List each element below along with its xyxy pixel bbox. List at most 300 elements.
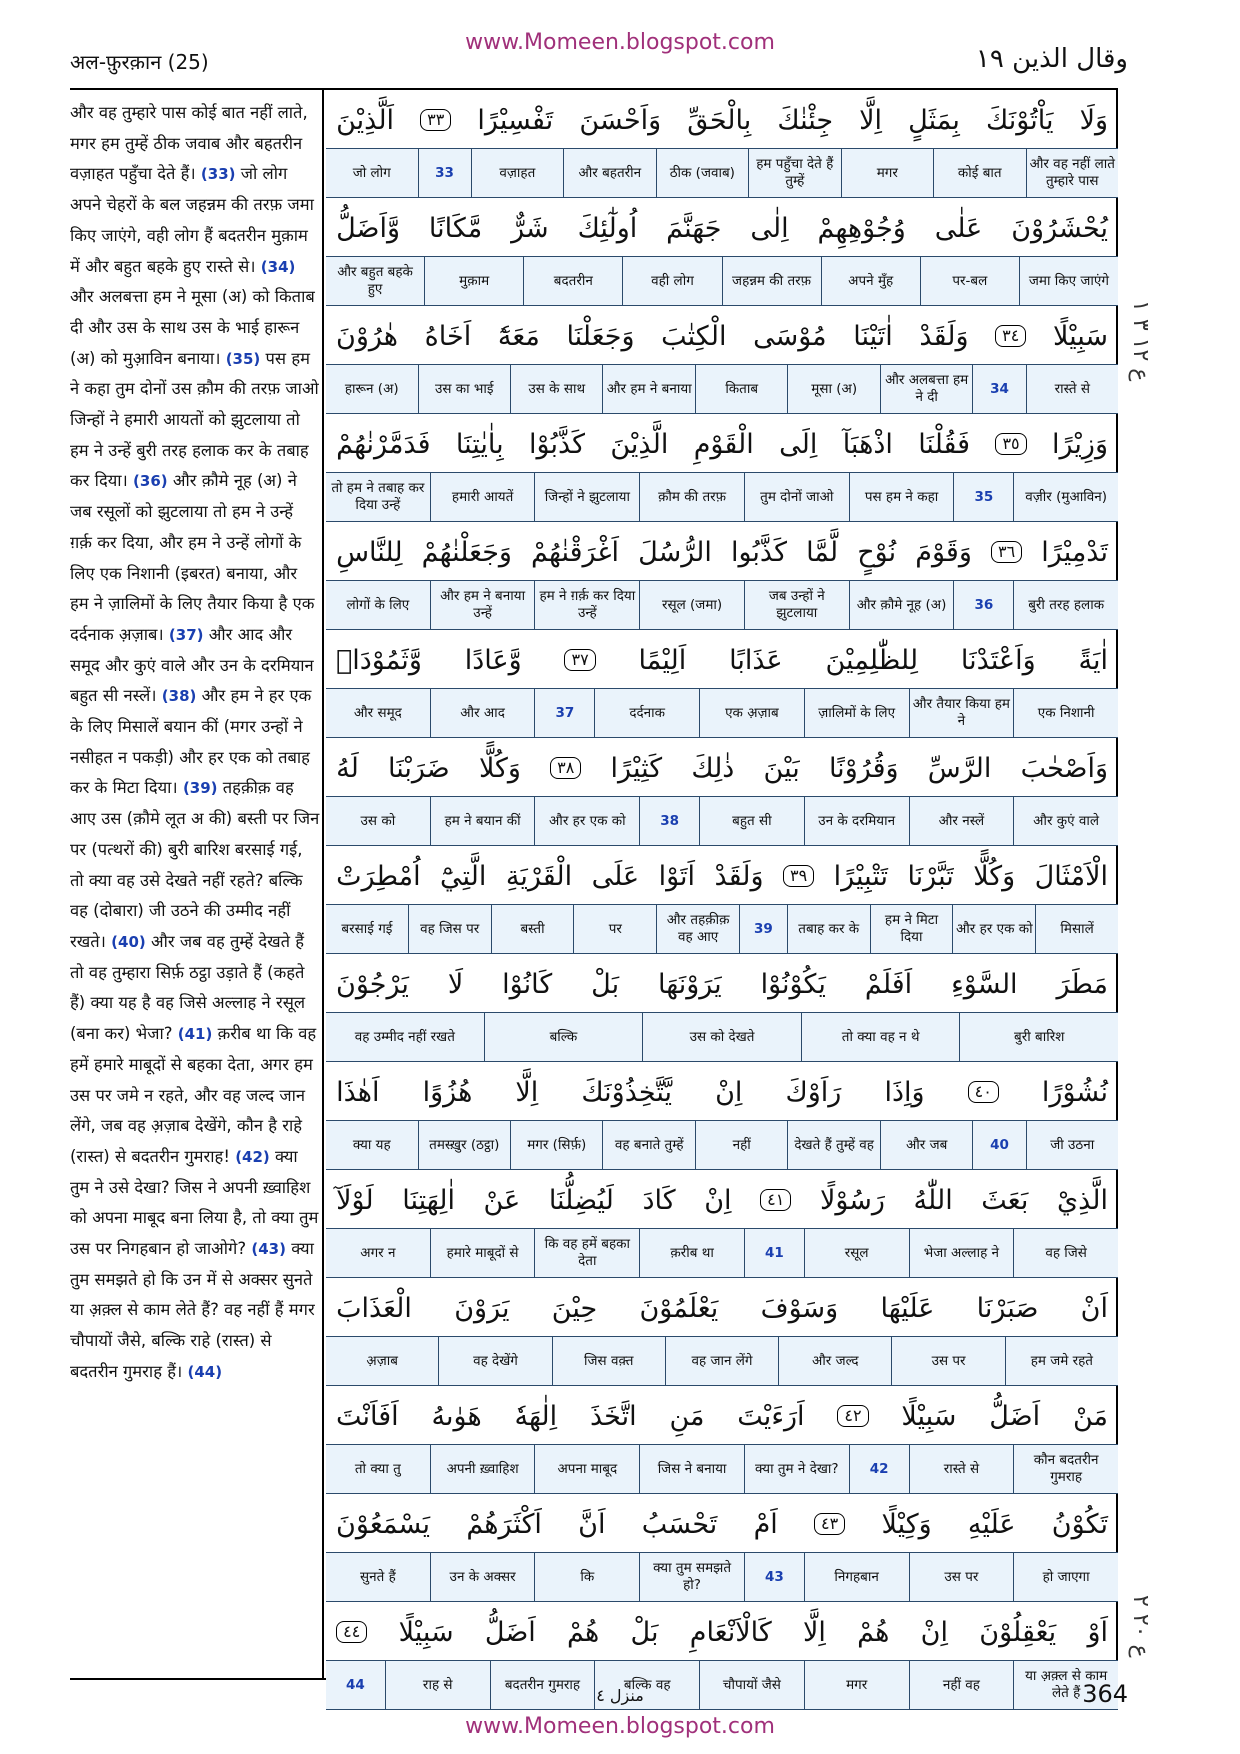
arabic-word: وَّثَمُوْدَاۡ [336, 644, 422, 676]
arabic-word: وَكُلًّا [973, 860, 1016, 892]
word-meaning-cell: और बहतरीन [563, 149, 655, 197]
arabic-word: لَا [447, 968, 464, 1000]
translation-column [70, 98, 320, 1388]
arabic-word: وَجَعَلْنَا [566, 320, 635, 352]
word-meaning-cell: वज़ाहत [471, 149, 563, 197]
verse-number-cell: 36 [953, 581, 1013, 629]
word-meaning-cell: अ़ज़ाब [366, 1352, 398, 1369]
arabic-word: اِلَى [779, 428, 818, 460]
word-meaning-row [326, 1012, 1118, 1062]
arabic-word: وَكِيْلًا [881, 1508, 932, 1540]
arabic-word: رَاَوْكَ [785, 1076, 842, 1108]
word-meaning-cell: तबाह कर के [787, 905, 870, 953]
arabic-word: اِلٰى [750, 212, 789, 244]
arabic-word: سَبِيْلًا [1052, 320, 1108, 352]
verse-number-cell: 41 [744, 1229, 804, 1277]
word-meaning-cell: वह जिस पर [408, 905, 491, 953]
word-meaning-cell: अगर न [360, 1244, 396, 1261]
arabic-word: عَذَابًا [729, 644, 783, 676]
word-meaning-cell: और तहक़ीक़ वह आए [656, 905, 739, 953]
word-meaning-cell: और हर एक को [952, 905, 1035, 953]
translation-text: और आद और समूद और कुएं वाले और उन के दरमियान बहुत सी नस्लें। [70, 624, 314, 706]
translation-text: तहक़ीक़ वह आए उस (क़ौमे लूत अ की) बस्ती पर जिन पर (पत्थरों की) बुरी बारिश बरसाई गई, तो क्या वह उसे देखते नहीं रहते? बल्कि वह (दोबारा) जी उठने की उम्मीद नहीं रखते। [70, 778, 320, 951]
arabic-word: اَهٰذَا [336, 1076, 380, 1108]
translation-text: क़रीब था कि वह हमें हमारे माबूदों से बहका देता, अगर हम उस पर जमे न रहते, और वह जल्द जान लेंगे, जब वह अ़ज़ाब देखेंगे, कौन है राहे (रास्त) से बदतरीन गुमराह! [70, 1024, 317, 1166]
translation-verse [70, 1024, 316, 1166]
verse-number-cell: 38 [639, 797, 699, 845]
word-meaning-cell: चौपायों जैसे [699, 1661, 804, 1709]
arabic-word: يَعْلَمُوْنَ [639, 1292, 719, 1324]
arabic-word: تَدْمِيْرًا [1041, 536, 1108, 568]
arabic-word: اَلِيْمًا [638, 644, 687, 676]
word-meaning-cell: वह बनाते तुम्हें [602, 1121, 694, 1169]
arabic-word: وَكُلًّا [478, 752, 521, 784]
arabic-word: يَرَوْنَهَا [658, 968, 722, 1000]
arabic-word: بَيْنَ [763, 752, 800, 784]
arabic-line [326, 740, 1118, 796]
word-meaning-cell: बल्कि वह [594, 1661, 699, 1709]
arabic-word: كَالْاَنْعَامِ [689, 1616, 772, 1648]
arabic-word: الْاَمْثَالَ [1034, 860, 1108, 892]
verse-number-cell: 40 [972, 1121, 1025, 1169]
word-meaning-cell: तो क्या वह न थे [801, 1013, 960, 1061]
arabic-word: وَاَصْحٰبَ [1020, 752, 1108, 784]
word-meaning-cell: उन के अक्सर [430, 1553, 535, 1601]
word-meaning-cell: क्या तुम ने देखा? [744, 1445, 849, 1493]
arabic-word: اَفَاَنْتَ [336, 1400, 399, 1432]
ayah-marker: ٤٣ [814, 1513, 845, 1535]
word-meaning-cell: उस पर [909, 1553, 1014, 1601]
word-meaning-cell: बदतरीन [523, 257, 622, 305]
word-meaning-cell: और तैयार किया हम ने [909, 689, 1014, 737]
ayah-marker: ٣٨ [550, 757, 581, 779]
arabic-word: سَبِيْلًا [398, 1616, 454, 1648]
arabic-word: اِنْ [920, 1616, 948, 1648]
arabic-word: هٰرُوْنَ [336, 320, 399, 352]
word-meaning-cell: मुक़ाम [424, 257, 523, 305]
arabic-word: اَتَوْا [658, 860, 696, 892]
arabic-word: الْعَذَابَ [336, 1292, 412, 1324]
arabic-word: كَذَّبُوْا [529, 428, 585, 460]
word-meaning-cell: बहुत सी [699, 797, 804, 845]
word-meaning-cell: तुम दोनों जाओ [744, 473, 849, 521]
verse-number: (33) [200, 165, 236, 184]
word-meaning-cell: रास्ते से [1026, 365, 1118, 413]
word-meaning-cell: दर्दनाक [594, 689, 699, 737]
word-meaning-row [326, 1336, 1118, 1386]
word-meaning-row [326, 364, 1118, 414]
word-meaning-cell: वह देखेंगे [438, 1337, 551, 1385]
word-meaning-cell: तो हम ने तबाह कर दिया उन्हें [331, 480, 425, 513]
arabic-line [326, 200, 1118, 256]
word-meaning-row [326, 796, 1118, 846]
word-meaning-cell: और नस्लें [909, 797, 1014, 845]
word-meaning-cell: बुरी तरह हलाक [1013, 581, 1118, 629]
word-meaning-cell: हम पहुँचा देते हैं तुम्हें [748, 149, 840, 197]
arabic-word: اللّٰهُ [913, 1184, 953, 1216]
arabic-word: اَمْ [753, 1508, 778, 1540]
word-meaning-cell: मगर (सिर्फ़) [510, 1121, 602, 1169]
word-meaning-cell: और हम ने बनाया उन्हें [430, 581, 535, 629]
word-meaning-cell: अपना माबूद [534, 1445, 639, 1493]
arabic-word: اِلَّا [859, 104, 883, 136]
ayah-marker: ٤٤ [336, 1621, 367, 1643]
word-meaning-cell: निगहबान [804, 1553, 909, 1601]
verse-number: (39) [182, 779, 218, 798]
verse-number: (42) [235, 1147, 270, 1166]
verse-number-cell: 34 [972, 365, 1025, 413]
arabic-word: لِلظّٰلِمِيْنَ [825, 644, 919, 676]
word-meaning-cell: वह उम्मीद नहीं रखते [354, 1028, 455, 1045]
word-meaning-cell: बदतरीन गुमराह [490, 1661, 595, 1709]
word-meaning-cell: बरसाई गई [341, 920, 393, 937]
arabic-word: اَخَاهُ [424, 320, 472, 352]
word-meaning-row [326, 1444, 1118, 1494]
arabic-word: كَانُوْا [502, 968, 553, 1000]
arabic-line [326, 308, 1118, 364]
arabic-word: يَسْمَعُوْنَ [336, 1508, 431, 1540]
translation-text: और जब वह तुम्हें देखते हैं तो वह तुम्हारा सिर्फ़ ठट्ठा उड़ाते हैं (कहते हैं) क्या यह है वह जिसे अल्लाह ने रसूल (बना कर) भेजा? [70, 931, 306, 1044]
word-meaning-cell: क्या यह [352, 1136, 391, 1153]
arabic-line [326, 416, 1118, 472]
verse-number-cell: 44 [346, 1676, 365, 1693]
word-meaning-cell: नहीं वह [909, 1661, 1014, 1709]
arabic-word: شَرٌّ [511, 212, 549, 244]
arabic-word: تَفْسِيْرًا [477, 104, 554, 136]
word-meaning-cell: हम ने ग़र्क़ कर दिया उन्हें [534, 581, 639, 629]
arabic-line [326, 1496, 1118, 1552]
word-meaning-cell: किताब [695, 365, 787, 413]
arabic-word: يَاْتُوْنَكَ [985, 104, 1054, 136]
arabic-word: ضَرَبْنَا [388, 752, 450, 784]
arabic-word: الرَّسِّ [927, 752, 992, 784]
arabic-word: فَقُلْنَا [918, 428, 971, 460]
arabic-word: حِيْنَ [551, 1292, 598, 1324]
arabic-line [326, 524, 1118, 580]
arabic-word: هُمْ [567, 1616, 600, 1648]
verse-number: (43) [251, 1240, 286, 1259]
word-meaning-row [326, 256, 1118, 306]
verse-number-cell: 35 [953, 473, 1013, 521]
word-meaning-cell: पर [573, 905, 656, 953]
word-meaning-cell: और कुएं वाले [1013, 797, 1118, 845]
arabic-word: هُزُوًا [422, 1076, 473, 1108]
word-meaning-cell: कि [534, 1553, 639, 1601]
arabic-word: لَوْلَآ [336, 1184, 374, 1216]
arabic-word: يُحْشَرُوْنَ [1011, 212, 1108, 244]
arabic-word: وَاَعْتَدْنَا [960, 644, 1036, 676]
arabic-word: اَفَلَمْ [864, 968, 913, 1000]
word-meaning-cell: सुनते हैं [359, 1568, 396, 1585]
ayah-marker: ٣٥ [995, 433, 1026, 455]
word-meaning-cell: तमस्ख़ुर (ठट्ठा) [418, 1121, 510, 1169]
arabic-line [326, 1172, 1118, 1228]
arabic-word: صَبَرْنَا [976, 1292, 1039, 1324]
ayah-marker: ٤٠ [968, 1081, 999, 1103]
arabic-word: وَجَعَلْنٰهُمْ [421, 536, 512, 568]
word-meaning-cell: वज़ीर (मुआविन) [1013, 473, 1118, 521]
arabic-word: اَضَلُّ [484, 1616, 536, 1648]
verse-number: (40) [111, 932, 146, 951]
word-meaning-cell: हारून (अ) [344, 380, 399, 397]
verse-column [326, 92, 1118, 1712]
word-meaning-cell: जिस ने बनाया [639, 1445, 744, 1493]
word-meaning-cell: वही लोग [622, 257, 721, 305]
arabic-word: جِئْنٰكَ [777, 104, 834, 136]
arabic-word: مَطَرَ [1056, 968, 1108, 1000]
verse-number: (38) [161, 687, 197, 706]
arabic-word: يَرَوْنَ [454, 1292, 510, 1324]
word-meaning-cell: बुरी बारिश [959, 1013, 1118, 1061]
word-meaning-cell: अपनी ख़्वाहिश [430, 1445, 535, 1493]
word-meaning-cell: और आद [430, 689, 535, 737]
word-meaning-cell: मूसा (अ) [787, 365, 879, 413]
arabic-word: اِنْ [704, 1184, 732, 1216]
top-rule [70, 88, 1118, 90]
word-meaning-cell: हो जाएगा [1013, 1553, 1118, 1601]
arabic-word: الْقَوْمِ [693, 428, 754, 460]
translation-text: क्या तुम समझते हो कि उन में से अक्सर सुनते या अ़क़्ल से काम लेते हैं? वह नहीं हैं मगर चौपायों जैसे, बल्कि राहे (रास्त) से बदतरीन गुमराह हैं। [70, 1239, 315, 1381]
verse-number: (41) [177, 1025, 213, 1044]
arabic-word: كَذَّبُوا [730, 536, 787, 568]
word-meaning-cell: या अ़क़्ल से काम लेते हैं [1013, 1661, 1118, 1709]
arabic-word: عَلٰى [934, 212, 983, 244]
translation-verse [70, 349, 319, 491]
word-meaning-row [326, 580, 1118, 630]
arabic-word: سَبِيْلًا [901, 1400, 957, 1432]
arabic-line [326, 632, 1118, 688]
arabic-word: اِلٰهَهٗ [514, 1400, 558, 1432]
word-meaning-cell: और क़ौमे नूह (अ) [849, 581, 954, 629]
arabic-line [326, 956, 1118, 1012]
arabic-word: جَهَنَّمَ [666, 212, 722, 244]
ruku-mark-1: ع ١٢ ٣ ١ [1128, 300, 1153, 382]
arabic-word: اتَّخَذَ [590, 1400, 637, 1432]
word-meaning-cell: पर-बल [920, 257, 1019, 305]
word-meaning-cell: क्या तुम समझते हो? [639, 1553, 744, 1601]
arabic-word: عَلَى [591, 860, 640, 892]
word-meaning-cell: और अलबत्ता हम ने दी [880, 365, 972, 413]
arabic-word: عَلَيْهَا [880, 1292, 935, 1324]
column-divider [322, 88, 324, 1678]
arabic-word: اٰيَةً [1078, 644, 1108, 676]
header-url[interactable]: www.Momeen.blogspot.com [465, 30, 775, 55]
word-meaning-cell: देखते हैं तुम्हें वह [787, 1121, 879, 1169]
verse-number-cell: 42 [849, 1445, 909, 1493]
translation-text: पस हम ने कहा तुम दोनों उस क़ौम की तरफ़ जाओ जिन्हों ने हमारी आयतों को झुटलाया तो हम ने उन्हें बुरी तरह हलाक कर के तबाह कर दिया। [70, 348, 319, 491]
header-right: وقال الذين ١٩ [975, 44, 1128, 74]
word-meaning-cell: हम ने बयान कीं [430, 797, 535, 845]
word-meaning-cell: जो लोग [352, 164, 391, 181]
arabic-word: وَزِيْرًا [1052, 428, 1108, 460]
arabic-word: تَبَّرْنَا [907, 860, 954, 892]
word-meaning-cell: उस पर [891, 1337, 1004, 1385]
word-meaning-cell: लोगों के लिए [346, 596, 410, 613]
arabic-word: بِالْحَقِّ [687, 104, 752, 136]
word-meaning-cell: मिसालें [1035, 905, 1118, 953]
verse-number-cell: 43 [744, 1553, 804, 1601]
arabic-word: مَّكَانًا [428, 212, 483, 244]
footer-url[interactable]: www.Momeen.blogspot.com [465, 1714, 775, 1739]
arabic-word: لَهُ [336, 752, 359, 784]
word-meaning-cell: रास्ते से [909, 1445, 1014, 1493]
word-meaning-cell: ठीक (जवाब) [656, 149, 748, 197]
word-meaning-cell: उस का भाई [418, 365, 510, 413]
word-meaning-cell: और हर एक को [534, 797, 639, 845]
arabic-word: اَلَّذِيْنَ [336, 104, 395, 136]
translation-verse [70, 778, 319, 951]
word-meaning-cell: जी उठना [1026, 1121, 1118, 1169]
arabic-word: فَدَمَّرْنٰهُمْ [336, 428, 431, 460]
word-meaning-cell: हमारी आयतें [430, 473, 535, 521]
word-meaning-row [326, 1120, 1118, 1170]
arabic-word: لِلنَّاسِ [336, 536, 403, 568]
word-meaning-cell: मगर [804, 1661, 909, 1709]
arabic-word: مَنِ [669, 1400, 705, 1432]
word-meaning-cell: रसूल [804, 1229, 909, 1277]
arabic-word: نُوْحٍ [857, 536, 897, 568]
word-meaning-cell: हम जमे रहते [1005, 1337, 1118, 1385]
arabic-word: كَثِيْرًا [610, 752, 663, 784]
arabic-word: الَّذِيْنَ [610, 428, 669, 460]
arabic-word: اَرَءَيْتَ [737, 1400, 805, 1432]
word-meaning-cell: वह जिसे [1013, 1229, 1118, 1277]
translation-text: और क़ौमे नूह (अ) ने जब रसूलों को झुटलाया तो हम ने उन्हें ग़र्क़ कर दिया, और हम ने उन्हें लोगों के लिए एक निशानी (इबरत) बनाया, और हम ने ज़ालिमों के लिए तैयार किया है एक दर्दनाक अ़ज़ाब। [70, 471, 315, 644]
arabic-line [326, 848, 1118, 904]
verse-number-cell: 39 [739, 905, 787, 953]
arabic-word: وَسَوْفَ [760, 1292, 839, 1324]
verse-number: (34) [260, 257, 296, 276]
word-meaning-cell: बस्ती [491, 905, 574, 953]
arabic-word: عَلَيْهِ [967, 1508, 1016, 1540]
arabic-word: الَّذِيْ [1056, 1184, 1108, 1216]
arabic-word: اُمْطِرَتْ [336, 860, 421, 892]
word-meaning-cell: और हम ने बनाया [602, 365, 694, 413]
arabic-word: وَلَقَدْ [919, 320, 969, 352]
arabic-word: عَنْ [483, 1184, 521, 1216]
word-meaning-cell: जिस वक़्त [552, 1337, 665, 1385]
arabic-word: اَوْ [1087, 1616, 1108, 1648]
header-left: अल-फ़ुरक़ान (25) [70, 50, 209, 74]
word-meaning-row [326, 1228, 1118, 1278]
verse-number: (36) [133, 472, 168, 491]
translation-verse [70, 1239, 315, 1381]
word-meaning-cell: तो क्या तु [354, 1460, 401, 1477]
translation-text: और अलबत्ता हम ने मूसा (अ) को किताब दी और उस के साथ उस के भाई हारून (अ) को मुआ़विन बनाया। [70, 287, 315, 368]
arabic-word: يَّتَّخِذُوْنَكَ [581, 1076, 672, 1108]
arabic-word: مُوْسَى [753, 320, 827, 352]
arabic-word: لَيُضِلُّنَا [548, 1184, 614, 1216]
arabic-word: وَقُرُوْنًا [828, 752, 899, 784]
ayah-marker: ٣٧ [564, 649, 595, 671]
arabic-word: كَادَ [642, 1184, 676, 1216]
word-meaning-cell: और जब [880, 1121, 972, 1169]
arabic-word: تَكُوْنُ [1051, 1508, 1108, 1540]
verse-number-cell: 33 [418, 149, 471, 197]
word-meaning-cell: कि वह हमें बहका देता [534, 1229, 639, 1277]
arabic-word: اذْهَبَآ [842, 428, 893, 460]
word-meaning-cell: हम ने मिटा दिया [870, 905, 953, 953]
ayah-marker: ٣٩ [783, 865, 814, 887]
word-meaning-cell: एक अ़ज़ाब [699, 689, 804, 737]
arabic-word: اِلَّا [515, 1076, 539, 1108]
arabic-word: لَّمَّا [806, 536, 839, 568]
word-meaning-cell: और वह नहीं लाते तुम्हारे पास [1026, 149, 1118, 197]
word-meaning-cell: रसूल (जमा) [639, 581, 744, 629]
ayah-marker: ٣٤ [995, 325, 1026, 347]
arabic-word: مَنْ [1072, 1400, 1108, 1432]
arabic-word: اَكْثَرَهُمْ [466, 1508, 542, 1540]
word-meaning-row [326, 688, 1118, 738]
translation-text: क्या तुम ने उसे देखा? जिस ने अपनी ख़्वाहिश को अपना माबूद बना लिया है, तो क्या तुम उस पर निगहबान हो जाओगे? [70, 1146, 319, 1259]
verse-number: (35) [225, 349, 261, 368]
word-meaning-cell: पस हम ने कहा [849, 473, 954, 521]
arabic-word: اٰلِهَتِنَا [402, 1184, 455, 1216]
arabic-word: وَقَوْمَ [915, 536, 972, 568]
arabic-line [326, 92, 1118, 148]
arabic-word: وَاَحْسَنَ [579, 104, 662, 136]
arabic-word: اِلَّا [803, 1616, 826, 1648]
word-meaning-cell: उस के साथ [510, 365, 602, 413]
word-meaning-cell: उन के दरमियान [804, 797, 909, 845]
arabic-word: بِمَثَلٍ [908, 104, 960, 136]
arabic-line [326, 1064, 1118, 1120]
arabic-word: الَّتِيْٓ [440, 860, 487, 892]
ayah-marker: ٣٣ [420, 109, 451, 131]
word-meaning-cell: जिन्हों ने झुटलाया [534, 473, 639, 521]
arabic-line [326, 1604, 1118, 1660]
arabic-word: السَّوْءِ [951, 968, 1018, 1000]
arabic-word: رَسُوْلًا [819, 1184, 885, 1216]
word-meaning-cell: कौन बदतरीन गुमराह [1013, 1445, 1118, 1493]
arabic-word: تَحْسَبُ [641, 1508, 718, 1540]
ayah-marker: ٤٢ [837, 1405, 868, 1427]
arabic-word: نُشُوْرًا [1041, 1076, 1108, 1108]
word-meaning-row [326, 472, 1118, 522]
arabic-word: بَلْ [591, 968, 620, 1000]
word-meaning-row [326, 904, 1118, 954]
word-meaning-cell: जहन्नम की तरफ़ [722, 257, 821, 305]
verse-number-cell: 37 [534, 689, 594, 737]
arabic-word: اِنْ [715, 1076, 743, 1108]
arabic-word: وَّاَضَلُّ [336, 212, 400, 244]
arabic-word: يَكُوْنُوْا [760, 968, 826, 1000]
arabic-word: وَّعَادًا [464, 644, 522, 676]
arabic-word: بِاٰيٰتِنَا [455, 428, 504, 460]
word-meaning-cell: हमारे माबूदों से [430, 1229, 535, 1277]
arabic-word: مَعَهٗٓ [497, 320, 540, 352]
word-meaning-cell: भेजा अल्लाह ने [909, 1229, 1014, 1277]
page-number: 364 [1082, 1680, 1128, 1708]
arabic-line [326, 1388, 1118, 1444]
word-meaning-cell: अपने मुँह [821, 257, 920, 305]
translation-text: और हम ने हर एक के लिए मिसालें बयान कीं (मगर उन्हों ने नसीहत न पकड़ी) और हर एक को तबाह कर के मिटा दिया। [70, 686, 312, 798]
arabic-word: وَلَا [1079, 104, 1108, 136]
arabic-word: اَنْ [1080, 1292, 1108, 1324]
arabic-word: يَرْجُوْنَ [336, 968, 409, 1000]
arabic-word: وَاِذَا [884, 1076, 925, 1108]
arabic-word: يَعْقِلُوْنَ [979, 1616, 1057, 1648]
arabic-word: هَوٰىهُ [431, 1400, 482, 1432]
arabic-word: ذٰلِكَ [691, 752, 735, 784]
word-meaning-cell: जमा किए जाएंगे [1019, 257, 1118, 305]
arabic-word: اُولٰٓئِكَ [577, 212, 638, 244]
arabic-word: الْكِتٰبَ [661, 320, 727, 352]
arabic-line [326, 1280, 1118, 1336]
word-meaning-row [326, 148, 1118, 198]
arabic-word: اَضَلُّ [989, 1400, 1041, 1432]
arabic-word: الْقَرْيَةِ [505, 860, 573, 892]
